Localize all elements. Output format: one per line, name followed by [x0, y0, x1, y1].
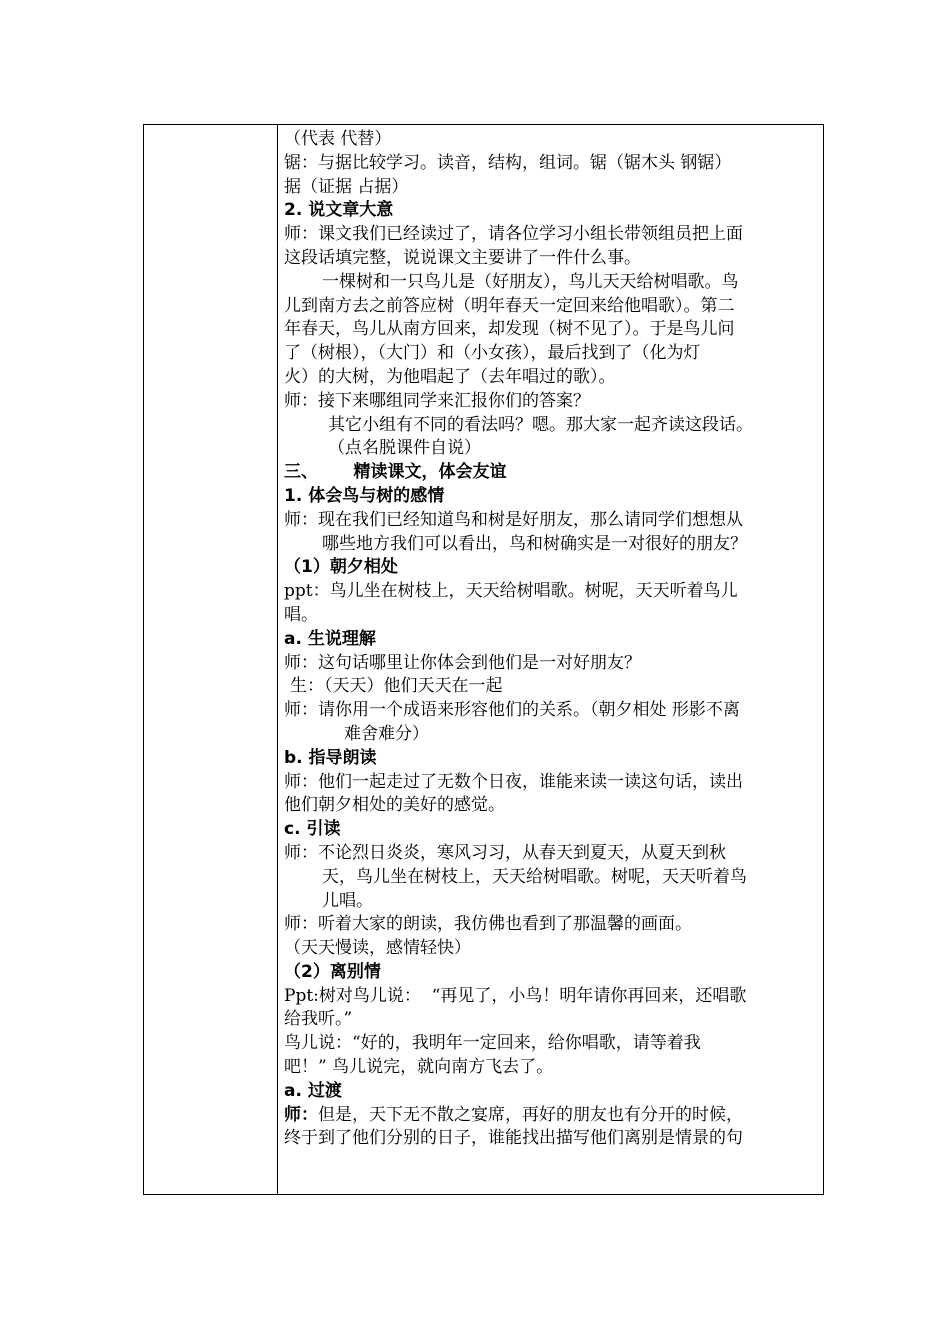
text-line: 师：现在我们已经知道鸟和树是好朋友，那么请同学们想想从 [284, 509, 743, 530]
text-line: 师：不论烈日炎炎，寒风习习，从春天到夏天，从夏天到秋 [284, 842, 726, 863]
lesson-text [284, 128, 816, 1151]
text-line: 吧！” 鸟儿说完，就向南方飞去了。 [284, 1057, 554, 1078]
lesson-plan-table [143, 124, 824, 1195]
text-line: 锯：与据比较学习。读音，结构，组词。锯（锯木头 钢锯） [284, 152, 732, 173]
text-line: 这段话填完整，说说课文主要讲了一件什么事。 [284, 247, 641, 268]
text-line: 生：（天天）他们天天在一起 [290, 676, 503, 697]
text-line [284, 1104, 816, 1128]
text-line: 1. 体会鸟与树的感情 [284, 485, 445, 506]
text-line: 2. 说文章大意 [284, 200, 394, 221]
text-line: 师：请你用一个成语来形容他们的关系。（朝夕相处 形影不离 [284, 700, 740, 721]
text-line: Ppt:树对鸟儿说： “再见了，小鸟！明年请你再回来，还唱歌 [284, 985, 747, 1006]
text-line: 难舍难分） [344, 723, 429, 744]
table-right-cell [278, 125, 824, 1194]
text-line: c. 引读 [284, 819, 341, 840]
text-line: 师：课文我们已经读过了，请各位学习小组长带领组员把上面 [284, 224, 743, 245]
text-line: （2）离别情 [284, 961, 381, 982]
text-line: a. 过渡 [284, 1080, 342, 1101]
text-line: 其它小组有不同的看法吗？嗯。那大家一起齐读这段话。 [328, 414, 753, 435]
text-line: 师：他们一起走过了无数个日夜，谁能来读一读这句话，读出 [284, 771, 743, 792]
text-line: a. 生说理解 [284, 628, 376, 649]
text-line: 给我听。” [284, 1009, 353, 1030]
text-line: （点名脱课件自说） [328, 438, 481, 459]
text-line: （天天慢读，感情轻快） [284, 938, 471, 959]
text-line: 鸟儿说：“好的，我明年一定回来，给你唱歌，请等着我 [284, 1033, 701, 1054]
text-line: （1）朝夕相处 [284, 557, 398, 578]
text-line: 师：听着大家的朗读，我仿佛也看到了那温馨的画面。 [284, 914, 692, 935]
text-line: 年春天，鸟儿从南方回来，却发现（树不见了）。于是鸟儿问 [284, 319, 735, 340]
text-line: 终于到了他们分别的日子，谁能找出描写他们离别是情景的句 [284, 1128, 743, 1149]
text-line: （代表 代替） [284, 129, 392, 149]
text-line: 哪些地方我们可以看出，鸟和树确实是一对很好的朋友？ [322, 533, 747, 554]
text-line: ppt：鸟儿坐在树枝上，天天给树唱歌。树呢，天天听着鸟儿 [284, 581, 738, 602]
text-line: 三、 精读课文，体会友谊 [284, 462, 507, 483]
text-line: 儿唱。 [322, 890, 373, 911]
text-line: 一棵树和一只鸟儿是（好朋友），鸟儿天天给树唱歌。鸟 [322, 271, 739, 292]
text-line: 据（证据 占据） [284, 176, 409, 197]
text-line: 师：接下来哪组同学来汇报你们的答案？ [284, 390, 590, 411]
text-line: 他们朝夕相处的美好的感觉。 [284, 795, 505, 816]
text-line: 天，鸟儿坐在树枝上，天天给树唱歌。树呢，天天听着鸟 [322, 866, 747, 887]
table-left-cell [144, 125, 278, 1194]
text-line: 儿到南方去之前答应树（明年春天一定回来给他唱歌）。第二 [284, 295, 735, 316]
text-line: 火）的大树，为他唱起了（去年唱过的歌）。 [284, 366, 616, 387]
text-line: 师：这句话哪里让你体会到他们是一对好朋友？ [284, 652, 641, 673]
text-line: b. 指导朗读 [284, 747, 377, 768]
line-body: 但是，天下无不散之宴席，再好的朋友也有分开的时候， [318, 1104, 743, 1125]
speaker-label: 师： [284, 1104, 318, 1125]
text-line: 唱。 [284, 604, 318, 625]
text-line: 了（树根），（大门）和（小女孩），最后找到了（化为灯 [284, 343, 701, 364]
